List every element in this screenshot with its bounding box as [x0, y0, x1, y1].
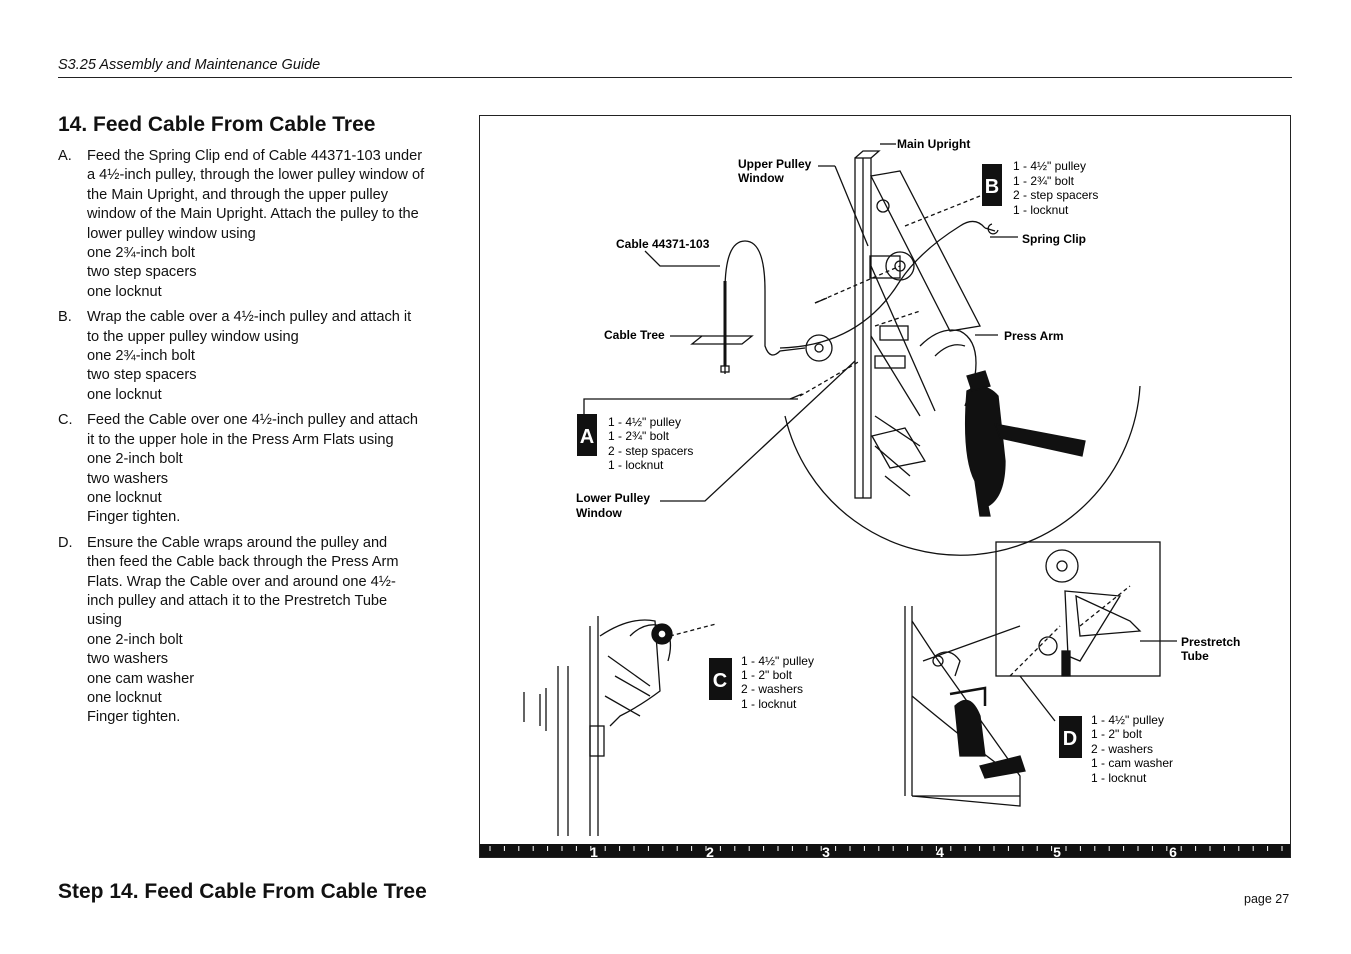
spring-clip-label: Spring Clip: [1022, 232, 1086, 246]
press-arm-label: Press Arm: [1004, 329, 1064, 343]
step-line: two step spacers: [87, 367, 197, 384]
callout-b-part: 1 - 4½" pulley: [1013, 159, 1086, 173]
step-line: to the upper pulley window using: [87, 328, 299, 345]
step-b: [58, 308, 458, 405]
step-line: Feed the Cable over one 4½-inch pulley and attach: [87, 412, 419, 429]
upper-pulley-label: Upper Pulley: [738, 157, 812, 171]
lower-pulley: [806, 335, 832, 361]
step-line: two washers: [87, 470, 169, 487]
header-rule: [58, 77, 1292, 78]
callout-d-part: 2 - washers: [1091, 742, 1154, 756]
instruction-steps: [58, 147, 458, 734]
ruler-number: 4: [936, 844, 944, 859]
step-line: then feed the Cable back through the Press Arm: [87, 554, 399, 571]
lower-pulley-label: Lower Pulley: [576, 491, 651, 505]
step-line: the Main Upright, and through the upper pulley: [87, 186, 388, 203]
step-line: two step spacers: [87, 264, 197, 281]
step-line: one locknut: [87, 386, 162, 403]
step-line: one locknut: [87, 283, 162, 300]
step-line: Finger tighten.: [87, 509, 181, 526]
step-line: one 2¾-inch bolt: [87, 348, 195, 365]
upper-pulley-label-2: Window: [738, 171, 784, 185]
callout-b-letter: B: [984, 176, 1000, 198]
callout-b-part: 1 - locknut: [1013, 203, 1069, 217]
cable: [725, 241, 805, 355]
step-line: one 2-inch bolt: [87, 631, 183, 648]
callout-c-part: 2 - washers: [741, 682, 804, 696]
figure-drawing: [480, 116, 1291, 858]
ruler-number: 1: [590, 844, 598, 859]
callout-c-part: 1 - 4½" pulley: [741, 654, 814, 668]
section-title: 14. Feed Cable From Cable Tree: [58, 113, 376, 136]
inset-pulley: [1046, 550, 1078, 582]
callout-d-part: 1 - locknut: [1091, 771, 1147, 785]
callout-b-part: 2 - step spacers: [1013, 188, 1099, 202]
page-number: page 27: [1244, 892, 1290, 906]
step-line: inch pulley and attach it to the Prestretch Tube: [87, 592, 388, 609]
prestretch-label-2: Tube: [1181, 649, 1209, 663]
zoom-circle-arc: [785, 386, 1140, 555]
step-c: [58, 411, 458, 527]
callout-a-part: 1 - 2¾" bolt: [608, 429, 669, 443]
lower-pulley-label-2: Window: [576, 506, 622, 520]
callout-a-letter: A: [579, 426, 595, 448]
step-d: [58, 534, 458, 728]
callout-a-part: 1 - 4½" pulley: [608, 415, 681, 429]
spring-clip: [985, 224, 998, 234]
prestretch-label: Prestretch: [1181, 635, 1241, 649]
callout-d-letter: D: [1062, 728, 1078, 750]
document-header: S3.25 Assembly and Maintenance Guide: [58, 57, 321, 73]
step-line: window of the Main Upright. Attach the pulley to the: [87, 206, 419, 223]
cable-label: Cable 44371-103: [616, 237, 710, 251]
step-line: it to the upper hole in the Press Arm Flats using: [87, 431, 394, 448]
callout-a-part: 2 - step spacers: [608, 444, 694, 458]
ruler-number: 5: [1053, 844, 1061, 859]
step-letter: B.: [58, 309, 72, 326]
step-line: Wrap the cable over a 4½-inch pulley and attach it: [87, 309, 412, 326]
callout-d-part: 1 - 4½" pulley: [1091, 713, 1164, 727]
step-line: a 4½-inch pulley, through the lower pulley window of: [87, 167, 425, 184]
step-line: two washers: [87, 651, 169, 668]
callout-b-part: 1 - 2¾" bolt: [1013, 174, 1074, 188]
callout-c-letter: C: [712, 670, 728, 692]
step-letter: A.: [58, 148, 72, 164]
step-line: one cam washer: [87, 670, 195, 687]
step-a: [58, 147, 458, 302]
step-line: one 2-inch bolt: [87, 451, 183, 468]
step-line: Feed the Spring Clip end of Cable 44371-103 under: [87, 148, 423, 164]
step-line: Finger tighten.: [87, 709, 181, 726]
footer-step-title: Step 14. Feed Cable From Cable Tree: [58, 880, 427, 903]
assembly-figure: [479, 115, 1291, 858]
step-line: using: [87, 612, 122, 629]
ruler-number: 6: [1169, 844, 1177, 859]
callout-d-part: 1 - 2" bolt: [1091, 727, 1142, 741]
callout-d-part: 1 - cam washer: [1091, 756, 1174, 770]
step-line: lower pulley window using: [87, 225, 256, 242]
callout-c-part: 1 - locknut: [741, 697, 797, 711]
cable-tree-label: Cable Tree: [604, 328, 665, 342]
step-line: one 2¾-inch bolt: [87, 245, 195, 262]
step-line: Ensure the Cable wraps around the pulley and: [87, 534, 388, 551]
step-line: Flats. Wrap the Cable over and around one 4½-: [87, 573, 396, 590]
ruler-number: 2: [706, 844, 714, 859]
callout-a-part: 1 - locknut: [608, 458, 664, 472]
callout-c-part: 1 - 2" bolt: [741, 668, 792, 682]
step-line: one locknut: [87, 689, 162, 706]
step-letter: D.: [58, 534, 73, 551]
main-upright-label: Main Upright: [897, 137, 971, 151]
ruler-number: 3: [822, 844, 830, 859]
step-letter: C.: [58, 412, 73, 429]
step-line: one locknut: [87, 489, 162, 506]
